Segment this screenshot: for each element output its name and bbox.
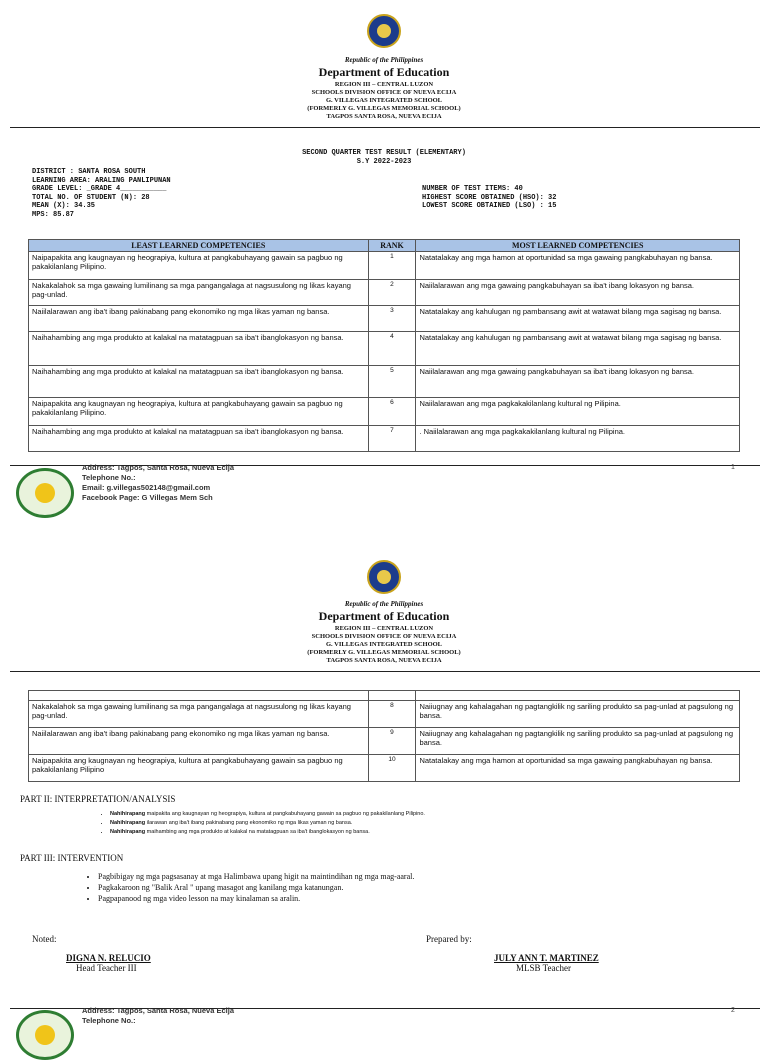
table-row xyxy=(29,691,740,701)
footer-address: Address: Tagpos, Santa Rosa, Nueva Ecija xyxy=(82,463,234,472)
table-row xyxy=(29,366,740,398)
rank-cell: 6 xyxy=(368,398,416,426)
header-line: SCHOOLS DIVISION OFFICE OF NUEVA ECIJA xyxy=(311,633,457,640)
republic-label: Republic of the Philippines xyxy=(344,56,424,64)
header-line: SCHOOLS DIVISION OFFICE OF NUEVA ECIJA xyxy=(311,89,457,96)
table-row xyxy=(29,332,740,366)
total-students: TOTAL NO. OF STUDENT (N): 28 xyxy=(32,193,150,202)
most-cell: Naiiugnay ang kahalagahan ng pagtangkilik ng sariling produkto sa pag-unlad at pagsulong ng bansa. xyxy=(416,701,740,728)
list-item: • Pagkakaroon ng "Balik Aral " upang masagot ang kanilang mga katanungan. xyxy=(98,882,414,893)
most-cell: Naiilalarawan ang mga gawaing pangkabuhayan sa iba't ibang lokasyon ng bansa. xyxy=(416,366,740,398)
rank-cell: 10 xyxy=(368,755,416,782)
page-number: 1 xyxy=(731,464,735,471)
school-year: S.Y 2022-2023 xyxy=(356,158,412,166)
most-cell: Naiiugnay ang kahalagahan ng pagtangkilik ng sariling produkto sa pag-unlad at pagsulong ng bansa. xyxy=(416,728,740,755)
part2-title: PART II: INTERPRETATION/ANALYSIS xyxy=(20,794,176,804)
noted-name: DIGNA N. RELUCIO xyxy=(66,953,151,963)
least-cell: Naipapakita ang kaugnayan ng heograpiya, kultura at pangkabuhayang gawain sa pagbuo ng pakakilanlang Pilipino xyxy=(29,755,369,782)
most-cell: Naiilalarawan ang mga gawaing pangkabuhayan sa iba't ibang lokasyon ng bansa. xyxy=(416,280,740,306)
test-items: NUMBER OF TEST ITEMS: 40 xyxy=(422,185,523,193)
least-cell xyxy=(29,691,369,701)
table-row xyxy=(29,280,740,306)
footer-telephone: Telephone No.: xyxy=(82,473,136,482)
list-item: • Pagpapanood ng mga video lesson na may kinalaman sa aralin. xyxy=(98,893,414,904)
table-row xyxy=(29,426,740,452)
least-cell: Naiilalarawan ang iba't ibang pakinabang pang ekonomiko ng mga likas yaman ng bansa. xyxy=(29,728,369,755)
school-logo-icon xyxy=(16,468,74,518)
rank-header: RANK xyxy=(368,240,416,252)
page-number: 2 xyxy=(731,1007,735,1014)
learning-area: LEARNING AREA: ARALING PANLIPUNAN xyxy=(32,176,171,185)
most-cell: Natatalakay ang mga hamon at oportunidad sa mga gawaing pangkabuhayan ng bansa. xyxy=(416,252,740,280)
table-header-row xyxy=(29,240,740,252)
header-divider xyxy=(10,671,760,672)
least-cell: Naihahambing ang mga produkto at kalakal na matatagpuan sa iba't ibanglokasyon ng bansa. xyxy=(29,366,369,398)
table-row xyxy=(29,306,740,332)
least-cell: Naihahambing ang mga produkto at kalakal na matatagpuan sa iba't ibanglokasyon ng bansa. xyxy=(29,332,369,366)
rank-cell xyxy=(368,691,416,701)
header-line: REGION III – CENTRAL LUZON xyxy=(334,625,434,632)
part2-list xyxy=(96,810,425,837)
most-cell xyxy=(416,691,740,701)
department-title: Department of Education xyxy=(318,609,450,623)
table-row xyxy=(29,701,740,728)
footer-contact xyxy=(82,463,234,503)
footer-contact xyxy=(82,1006,234,1026)
footer-telephone: Telephone No.: xyxy=(82,1016,136,1025)
grade-level: GRADE LEVEL: _GRADE 4___________ xyxy=(32,185,167,193)
header-lines xyxy=(0,81,768,121)
list-item: • Nahihirapang ilarawan ang iba't ibang pakinabang pang ekonomiko ng mga likas yaman ng bansa. xyxy=(110,819,425,828)
table-row xyxy=(29,728,740,755)
least-cell: Nakakalahok sa mga gawaing lumilinang sa mga pangangalaga at nagsusulong ng likas kayang pag-unlad. xyxy=(29,701,369,728)
department-title: Department of Education xyxy=(318,65,450,79)
least-cell: Naiilalarawan ang iba't ibang pakinabang pang ekonomiko ng mga likas yaman ng bansa. xyxy=(29,306,369,332)
footer-facebook: Facebook Page: G Villegas Mem Sch xyxy=(82,493,213,502)
least-cell: Nakakalahok sa mga gawaing lumilinang sa mga pangangalaga at nagsusulong ng likas kayang pag-unlad. xyxy=(29,280,369,306)
prepared-title: MLSB Teacher xyxy=(516,963,571,973)
lowest-score: LOWEST SCORE OBTAINED (LSO) : 15 xyxy=(422,202,557,210)
part3-title: PART III: INTERVENTION xyxy=(20,853,124,863)
header-divider xyxy=(10,127,760,128)
rank-cell: 2 xyxy=(368,280,416,306)
noted-label: Noted: xyxy=(32,934,57,944)
footer-email: Email: g.villegas502148@gmail.com xyxy=(82,483,211,492)
deped-seal-icon xyxy=(367,560,401,594)
least-cell: Naipapakita ang kaugnayan ng heograpiya, kultura at pangkabuhayang gawain sa pagbuo ng pakakilanlang Pilipino. xyxy=(29,252,369,280)
list-item: • Nahihirapang maipakita ang kaugnayan ng heograpiya, kultura at pangkabuhayang gawain sa pagbuo ng pakakilanlang Pilipino. xyxy=(110,810,425,819)
report-info-left xyxy=(32,168,171,219)
most-cell: Natatalakay ang kahulugan ng pambansang awit at watawat bilang mga sagisag ng bansa. xyxy=(416,332,740,366)
rank-cell: 5 xyxy=(368,366,416,398)
header-line: TAGPOS SANTA ROSA, NUEVA ECIJA xyxy=(326,657,442,664)
highest-score: HIGHEST SCORE OBTAINED (HSO): 32 xyxy=(422,193,557,202)
competencies-table xyxy=(28,239,740,452)
header-line: G. VILLEGAS INTEGRATED SCHOOL xyxy=(325,641,443,648)
list-item: • Nahihirapang maihambing ang mga produkto at kalakal na matatagpuan sa iba't ibanglokasyon ng bansa. xyxy=(110,828,425,837)
header-line: (FORMERLY G. VILLEGAS MEMORIAL SCHOOL) xyxy=(307,105,461,112)
most-learned-header: MOST LEARNED COMPETENCIES xyxy=(416,240,740,252)
most-cell: Natatalakay ang kahulugan ng pambansang awit at watawat bilang mga sagisag ng bansa. xyxy=(416,306,740,332)
least-cell: Naihahambing ang mga produkto at kalakal na matatagpuan sa iba't ibanglokasyon ng bansa. xyxy=(29,426,369,452)
header-line: TAGPOS SANTA ROSA, NUEVA ECIJA xyxy=(326,113,442,120)
deped-seal-icon xyxy=(367,14,401,48)
header-line: (FORMERLY G. VILLEGAS MEMORIAL SCHOOL) xyxy=(307,649,461,656)
most-cell: . Naiilalarawan ang mga pagkakakilanlang kultural ng Pilipina. xyxy=(416,426,740,452)
most-cell: Natatalakay ang mga hamon at oportunidad sa mga gawaing pangkabuhayan ng bansa. xyxy=(416,755,740,782)
footer-address: Address: Tagpos, Santa Rosa, Nueva Ecija xyxy=(82,1006,234,1015)
rank-cell: 4 xyxy=(368,332,416,366)
least-cell: Naipapakita ang kaugnayan ng heograpiya, kultura at pangkabuhayang gawain sa pagbuo ng pakakilanlang Pilipino. xyxy=(29,398,369,426)
rank-cell: 3 xyxy=(368,306,416,332)
report-info-right xyxy=(422,185,556,211)
prepared-label: Prepared by: xyxy=(426,934,472,944)
rank-cell: 7 xyxy=(368,426,416,452)
header-lines xyxy=(0,625,768,665)
rank-cell: 8 xyxy=(368,701,416,728)
most-cell: Naiilalarawan ang mga pagkakakilanlang kultural ng Pilipina. xyxy=(416,398,740,426)
report-title: SECOND QUARTER TEST RESULT (ELEMENTARY) xyxy=(302,149,466,157)
prepared-name: JULY ANN T. MARTINEZ xyxy=(494,953,599,963)
list-item: • Pagbibigay ng mga pagsasanay at mga Halimbawa upang higit na maintindihan ng mga mag-aaral. xyxy=(98,871,414,882)
district: DISTRICT : SANTA ROSA SOUTH xyxy=(32,168,146,176)
mps: MPS: 85.87 xyxy=(32,210,75,219)
table-row xyxy=(29,398,740,426)
rank-cell: 1 xyxy=(368,252,416,280)
noted-title: Head Teacher III xyxy=(76,963,137,973)
republic-label: Republic of the Philippines xyxy=(344,600,424,608)
table-row xyxy=(29,252,740,280)
table-row xyxy=(29,755,740,782)
part3-list xyxy=(84,871,414,904)
mean: MEAN (X): 34.35 xyxy=(32,202,96,210)
header-line: G. VILLEGAS INTEGRATED SCHOOL xyxy=(325,97,443,104)
rank-cell: 9 xyxy=(368,728,416,755)
school-logo-icon xyxy=(16,1010,74,1060)
least-learned-header: LEAST LEARNED COMPETENCIES xyxy=(29,240,369,252)
header-line: REGION III – CENTRAL LUZON xyxy=(334,81,434,88)
competencies-table-continued xyxy=(28,690,740,782)
